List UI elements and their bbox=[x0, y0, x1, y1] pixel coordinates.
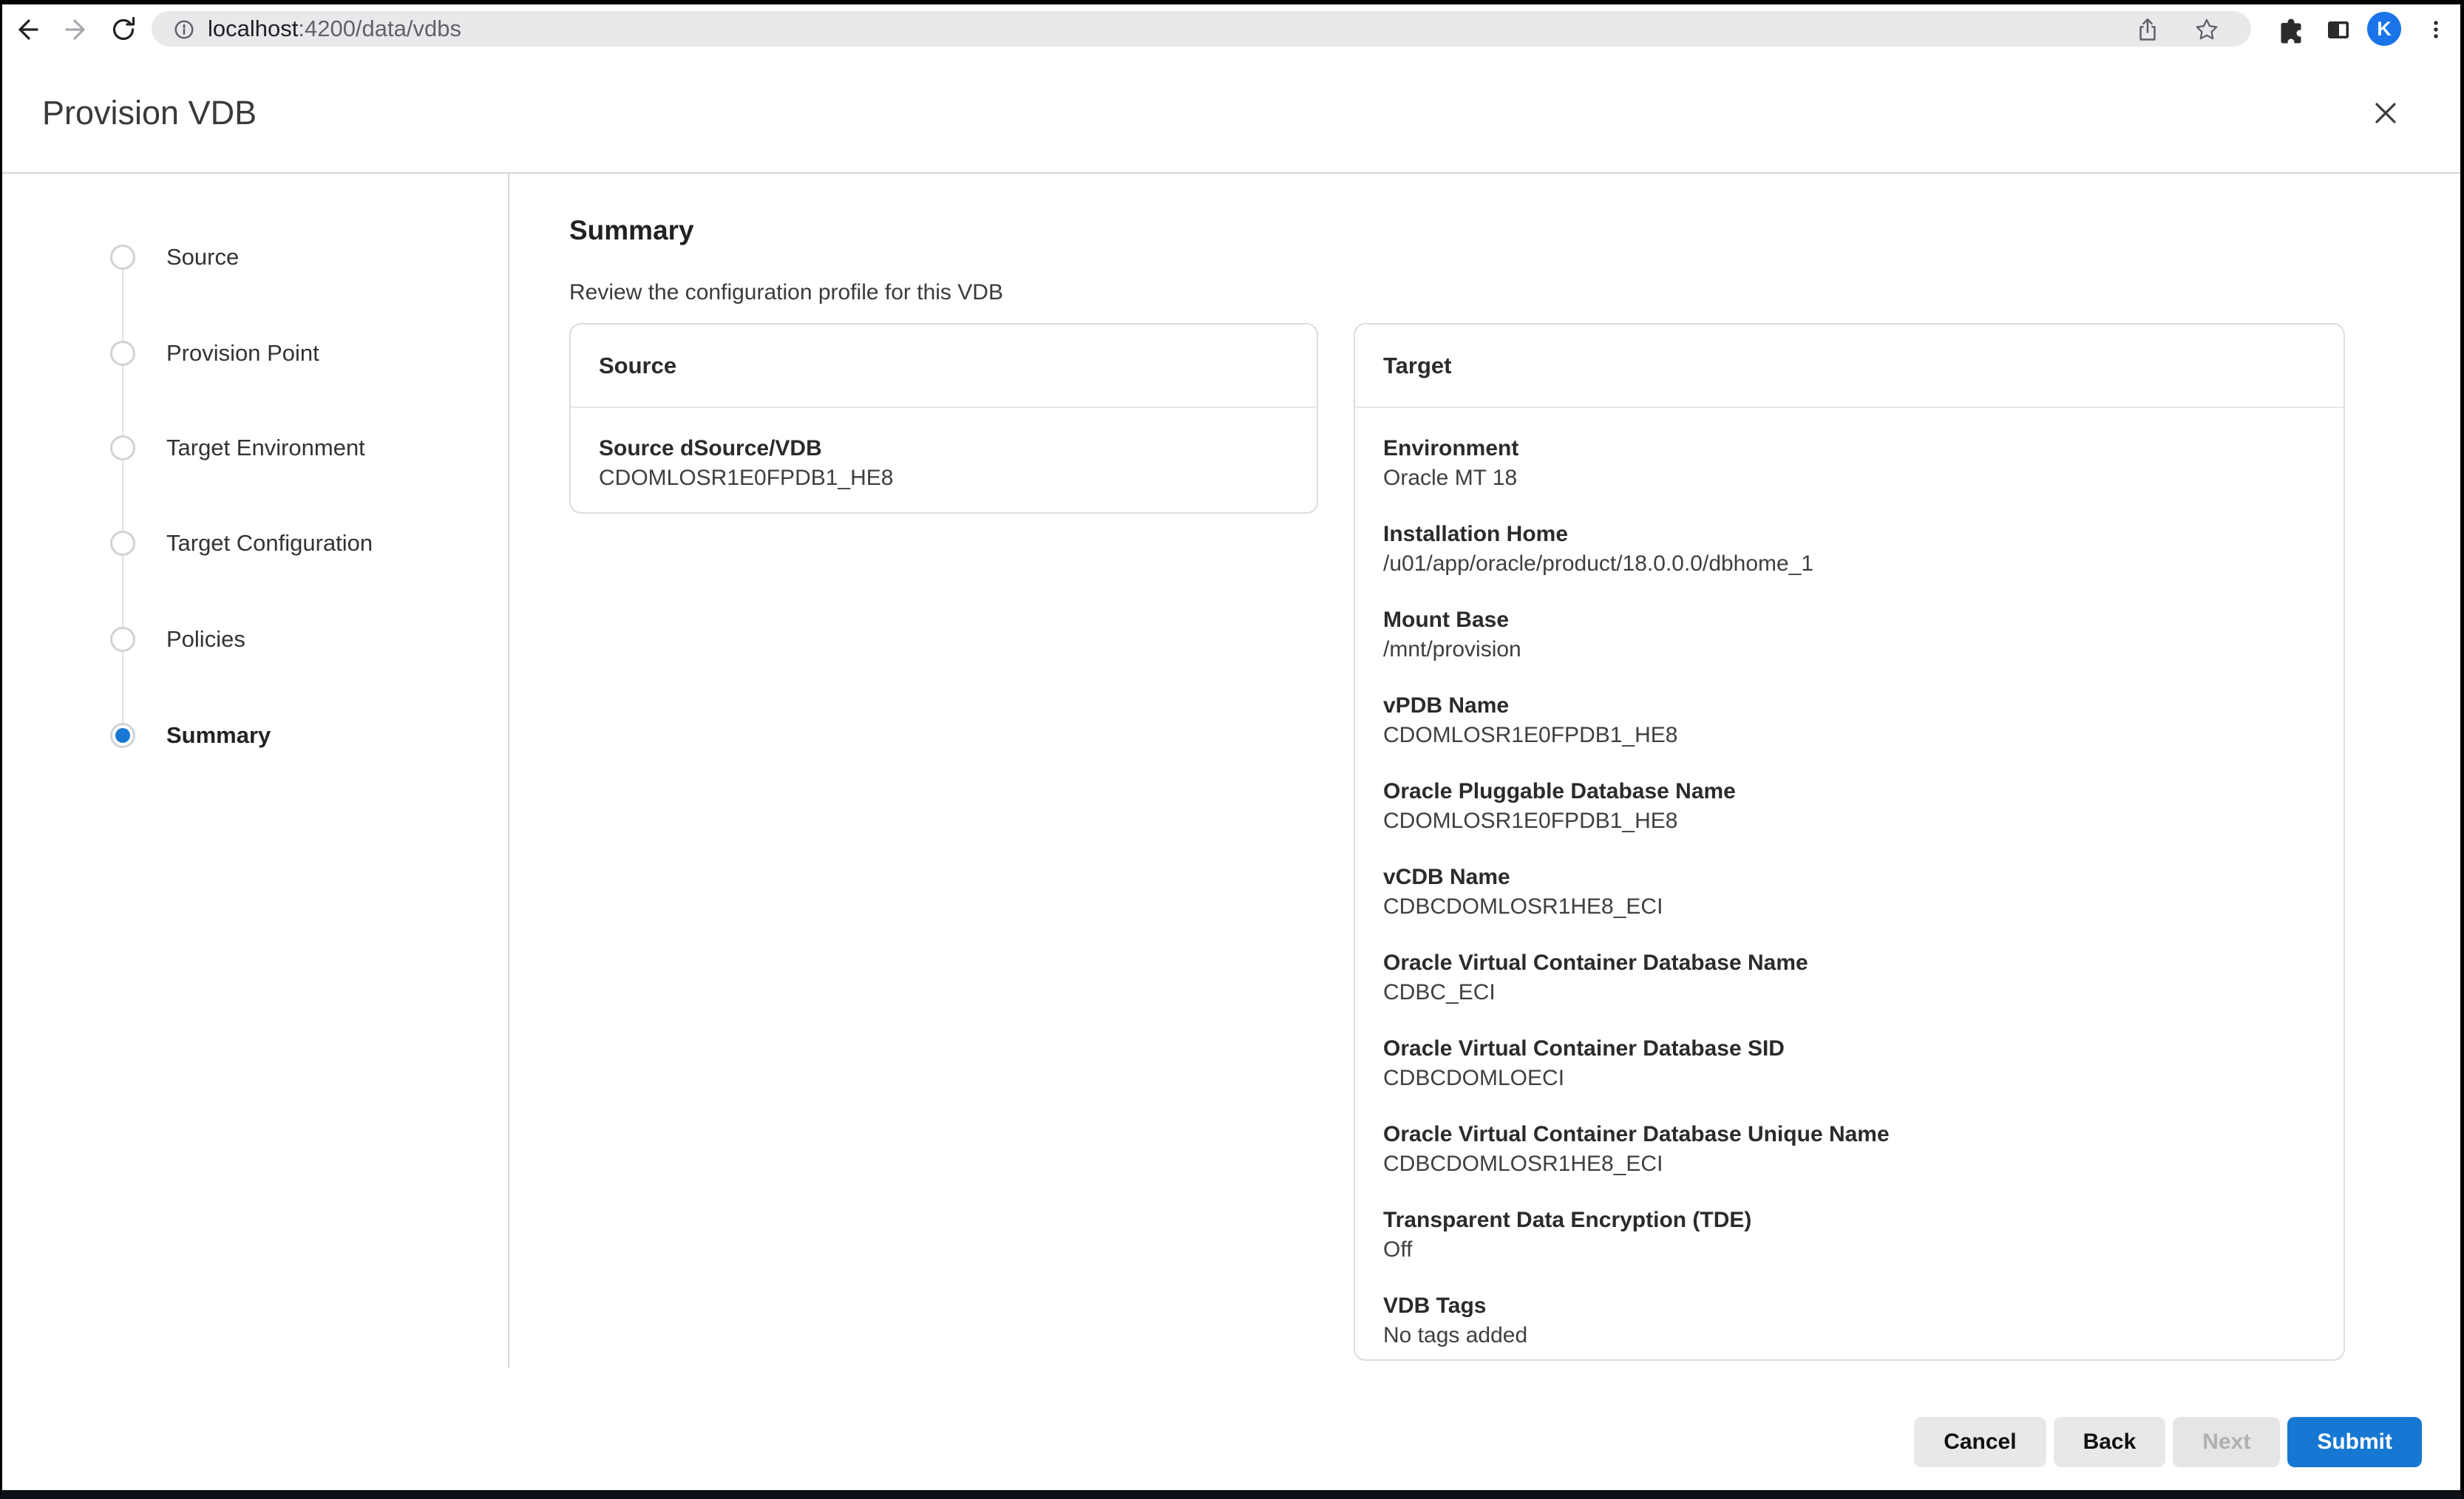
step-circle-active bbox=[110, 723, 135, 748]
share-icon[interactable] bbox=[2134, 16, 2161, 43]
address-bar[interactable] bbox=[152, 11, 2251, 47]
active-step-dot bbox=[115, 728, 130, 743]
step-label: Provision Point bbox=[166, 340, 319, 366]
field-vpdb-name bbox=[1383, 693, 2315, 748]
step-circle bbox=[110, 341, 135, 366]
step-target-configuration[interactable] bbox=[110, 526, 373, 561]
dialog-footer bbox=[1914, 1417, 2422, 1467]
field-label: Oracle Virtual Container Database Name bbox=[1383, 951, 1808, 975]
back-icon[interactable] bbox=[13, 15, 42, 44]
browser-window bbox=[2, 4, 2460, 1490]
field-label: Transparent Data Encryption (TDE) bbox=[1383, 1208, 1752, 1232]
submit-button[interactable]: Submit bbox=[2287, 1417, 2422, 1467]
target-card-title: Target bbox=[1355, 324, 2343, 408]
url-host: localhost bbox=[208, 16, 299, 41]
back-button[interactable]: Back bbox=[2054, 1417, 2166, 1467]
field-label: Oracle Pluggable Database Name bbox=[1383, 779, 1736, 803]
browser-toolbar bbox=[2, 4, 2460, 55]
extensions-puzzle-icon[interactable] bbox=[2276, 15, 2306, 44]
field-tde bbox=[1383, 1208, 2315, 1262]
target-summary-card bbox=[1354, 323, 2345, 1361]
field-value: No tags added bbox=[1383, 1323, 1528, 1347]
kebab-menu-icon[interactable] bbox=[2421, 15, 2451, 44]
field-value: CDBCDOMLOSR1HE8_ECI bbox=[1383, 1152, 1663, 1176]
step-provision-point[interactable] bbox=[110, 336, 319, 371]
step-policies[interactable] bbox=[110, 622, 245, 657]
source-card-title: Source bbox=[571, 324, 1317, 408]
field-label: vCDB Name bbox=[1383, 865, 1510, 889]
field-label: vPDB Name bbox=[1383, 693, 1510, 718]
side-panel-icon[interactable] bbox=[2324, 15, 2353, 44]
step-label: Target Environment bbox=[166, 435, 365, 460]
field-ovcd-sid bbox=[1383, 1036, 2315, 1091]
step-label: Source bbox=[166, 244, 240, 270]
field-mount-base bbox=[1383, 608, 2315, 662]
field-ovcd-unique-name bbox=[1383, 1122, 2315, 1177]
field-value: CDOMLOSR1E0FPDB1_HE8 bbox=[599, 466, 894, 490]
source-summary-card bbox=[569, 323, 1318, 514]
step-source[interactable] bbox=[110, 239, 239, 275]
bookmark-star-icon[interactable] bbox=[2193, 16, 2220, 43]
field-vcdb-name bbox=[1383, 865, 2315, 920]
step-circle bbox=[110, 245, 135, 270]
field-label: VDB Tags bbox=[1383, 1294, 1487, 1318]
field-value: Off bbox=[1383, 1237, 1413, 1262]
field-value: CDBCDOMLOECI bbox=[1383, 1066, 1565, 1090]
url-text bbox=[208, 11, 461, 47]
profile-avatar[interactable]: K bbox=[2367, 12, 2401, 46]
cancel-button[interactable]: Cancel bbox=[1914, 1417, 2046, 1467]
field-value: CDOMLOSR1E0FPDB1_HE8 bbox=[1383, 809, 1678, 833]
step-target-environment[interactable] bbox=[110, 430, 365, 466]
field-value: CDBC_ECI bbox=[1383, 980, 1496, 1005]
field-ovcd-name bbox=[1383, 951, 2315, 1005]
dialog-body bbox=[2, 174, 2460, 1490]
field-label: Installation Home bbox=[1383, 522, 1569, 546]
field-vdb-tags bbox=[1383, 1294, 2315, 1348]
field-environment bbox=[1383, 436, 2315, 491]
field-value: CDOMLOSR1E0FPDB1_HE8 bbox=[1383, 723, 1678, 747]
reload-icon[interactable] bbox=[109, 15, 138, 44]
field-source-dsource bbox=[599, 436, 1289, 491]
step-circle bbox=[110, 531, 135, 556]
page-subtitle: Review the configuration profile for this VDB bbox=[569, 280, 1003, 305]
field-label: Mount Base bbox=[1383, 608, 1510, 632]
url-path: :4200/data/vdbs bbox=[298, 16, 461, 41]
field-value: /u01/app/oracle/product/18.0.0.0/dbhome_1 bbox=[1383, 551, 1814, 576]
step-label: Target Configuration bbox=[166, 530, 373, 556]
dialog-title: Provision VDB bbox=[42, 94, 257, 132]
stepper-divider bbox=[508, 174, 509, 1368]
field-label: Oracle Virtual Container Database SID bbox=[1383, 1036, 1785, 1061]
stepper-rail bbox=[122, 257, 123, 735]
field-value: CDBCDOMLOSR1HE8_ECI bbox=[1383, 894, 1663, 919]
field-label: Source dSource/VDB bbox=[599, 436, 822, 460]
step-circle bbox=[110, 627, 135, 652]
page-title: Summary bbox=[569, 215, 694, 245]
field-value: /mnt/provision bbox=[1383, 637, 1521, 662]
field-label: Environment bbox=[1383, 436, 1519, 460]
step-label: Policies bbox=[166, 626, 245, 652]
next-button[interactable]: Next bbox=[2173, 1417, 2280, 1467]
field-installation-home bbox=[1383, 522, 2315, 577]
site-info-icon[interactable] bbox=[171, 16, 197, 43]
step-circle bbox=[110, 435, 135, 460]
step-summary[interactable] bbox=[110, 718, 271, 753]
field-oracle-pdb-name bbox=[1383, 779, 2315, 834]
dialog-header bbox=[2, 54, 2460, 174]
forward-icon[interactable] bbox=[61, 15, 91, 44]
step-label: Summary bbox=[166, 722, 271, 748]
close-icon[interactable] bbox=[2369, 97, 2402, 129]
field-label: Oracle Virtual Container Database Unique Name bbox=[1383, 1122, 1890, 1146]
field-value: Oracle MT 18 bbox=[1383, 466, 1518, 490]
